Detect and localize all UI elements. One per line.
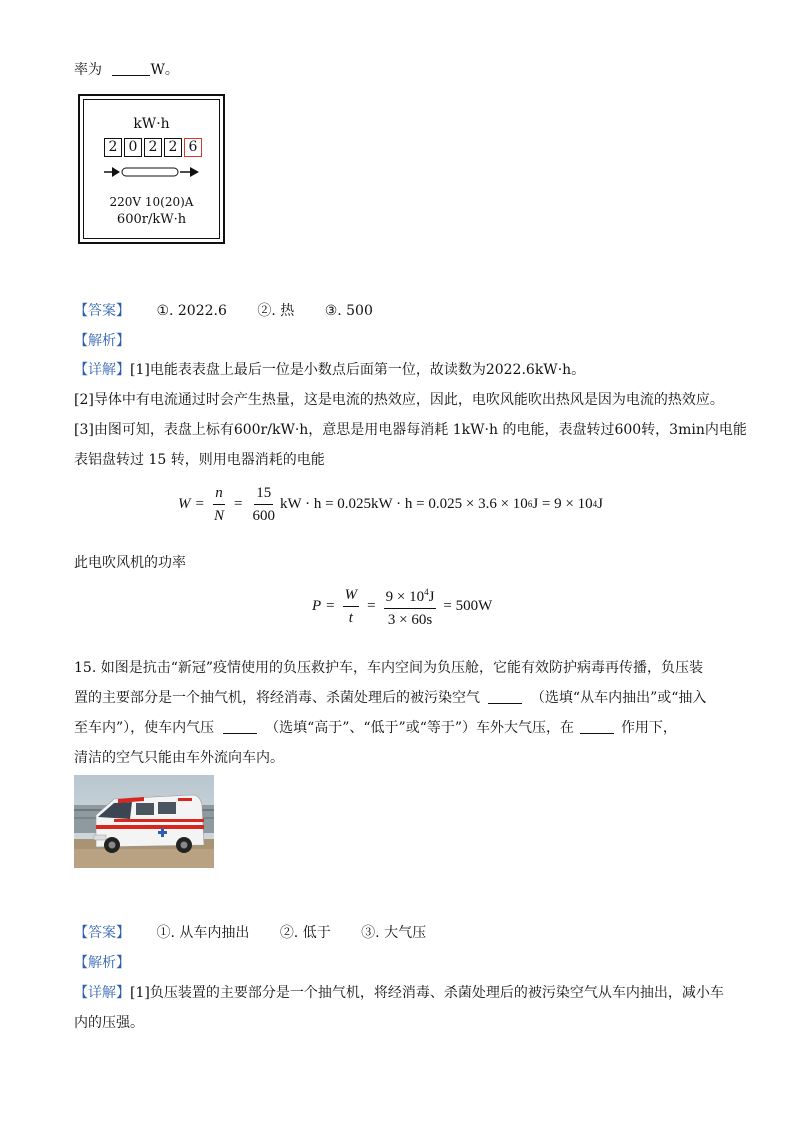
meter-digit-decimal: 6 [184, 138, 202, 157]
answer-item: ①. 2022.6 [156, 303, 227, 319]
detail-text: [2]导体中有电流通过时会产生热量，这是电流的热效应，因此，电吹风能吹出热风是因为电流的热效应。 [74, 392, 724, 408]
detail-text: [3]由图可知，表盘上标有600r/kW·h，意思是用电器每消耗 1kW·h 的电能，表盘转过600转，3min内电能 [74, 422, 747, 438]
ambulance-illustration [74, 775, 214, 868]
fraction-numerator [384, 583, 437, 609]
detail-text: 表铝盘转过 15 转，则用电器消耗的电能 [74, 452, 325, 468]
detail-text: [1]电能表表盘上最后一位是小数点后面第一位，故读数为2022.6kW·h。 [130, 362, 586, 378]
fraction [343, 586, 360, 627]
electric-meter-figure [78, 94, 225, 244]
answer-blank [223, 719, 257, 734]
formula-exponent: 6 [527, 499, 533, 509]
fraction-numerator: n [213, 484, 225, 505]
formula-symbol: P [312, 597, 322, 614]
meter-rating: 220V 10(20)A [109, 195, 194, 209]
meter-digit: 2 [144, 138, 162, 157]
detail-text: [1]负压装置的主要部分是一个抽气机，将经消毒、杀菌处理后的被污染空气从车内抽出，减小车 [130, 985, 724, 1001]
analysis-tag: 【解析】 [74, 955, 130, 971]
detail-paragraph [74, 360, 585, 380]
formula-eq: = [367, 597, 376, 614]
q15-line [74, 718, 677, 738]
answer-item: ②. 低于 [279, 925, 331, 941]
meter-constant: 600r/kW·h [116, 212, 187, 227]
formula-eq: = [233, 495, 243, 512]
formula-text: kW · h = 0.025kW · h = 0.025 × 3.6 × 10 [279, 495, 528, 512]
answer-tag: 【答案】 [74, 925, 130, 941]
detail-paragraph [74, 983, 724, 1003]
answer-item: ③. 大气压 [361, 925, 427, 941]
meter-rotor-arrow-icon [102, 164, 202, 180]
q15-line: 清洁的空气只能由车外流向车内。 [74, 750, 284, 766]
q14-tail-line [74, 60, 179, 80]
q14-tail-suffix: W。 [150, 62, 179, 78]
formula-text: J = 9 × 10 [532, 495, 593, 512]
fraction [212, 484, 226, 525]
fraction-denominator: N [213, 507, 224, 524]
answer-line-1 [74, 301, 373, 321]
power-formula [312, 582, 492, 630]
fraction-numerator: W [343, 586, 360, 607]
fraction-denominator: 3 × 60s [387, 612, 433, 628]
detail-text: 内的压强。 [74, 1015, 144, 1031]
detail-tag: 【详解】 [74, 362, 130, 378]
answer-blank [488, 689, 522, 704]
answer-item: ②. 热 [257, 303, 295, 319]
formula-text: J [428, 589, 435, 605]
answer-item: ①. 从车内抽出 [156, 925, 250, 941]
power-intro: 此电吹风机的功率 [74, 555, 186, 571]
fraction-denominator: t [348, 609, 353, 626]
meter-inner-frame [83, 99, 220, 239]
q15-text: 至车内”），使车内气压 [74, 720, 215, 736]
meter-digit: 2 [164, 138, 182, 157]
answer-line-2 [74, 923, 426, 943]
meter-digit: 0 [124, 138, 142, 157]
q15-line: 15. 如图是抗击“新冠”疫情使用的负压救护车，车内空间为负压舱，它能有效防护病毒再传播，负压装 [74, 660, 704, 676]
q15-line [74, 688, 706, 708]
formula-symbol: W [178, 495, 191, 512]
formula-exponent: 4 [424, 587, 429, 597]
q15-text: （选填“高于”、“低于”或“等于”）车外大气压，在 [265, 720, 575, 736]
detail-tag: 【详解】 [74, 985, 130, 1001]
formula-eq: = [195, 495, 204, 512]
answer-tag: 【答案】 [74, 303, 130, 319]
ambulance-photo [74, 775, 214, 868]
answer-item: ③. 500 [324, 303, 373, 319]
formula-exponent: 4 [592, 499, 598, 509]
formula-result: = 500W [443, 597, 493, 614]
energy-formula [178, 480, 603, 528]
q15-text: 置的主要部分是一个抽气机，将经消毒、杀菌处理后的被污染空气 [74, 690, 480, 706]
analysis-tag: 【解析】 [74, 333, 130, 349]
fraction-numerator: 15 [254, 484, 273, 505]
answer-blank [580, 719, 614, 734]
formula-text: 9 × 10 [385, 589, 425, 605]
fraction [250, 484, 277, 525]
formula-text: J [597, 495, 603, 512]
meter-digit-row [104, 138, 204, 157]
meter-unit: kW·h [133, 116, 170, 132]
meter-digit: 2 [104, 138, 122, 157]
fraction [384, 583, 437, 629]
answer-blank [112, 61, 150, 76]
formula-eq: = [326, 597, 335, 614]
q15-text: （选填“从车内抽出”或“抽入 [530, 690, 707, 706]
q15-text: 作用下， [620, 720, 677, 736]
fraction-denominator: 600 [252, 507, 275, 524]
q14-tail-prefix: 率为 [74, 62, 102, 78]
